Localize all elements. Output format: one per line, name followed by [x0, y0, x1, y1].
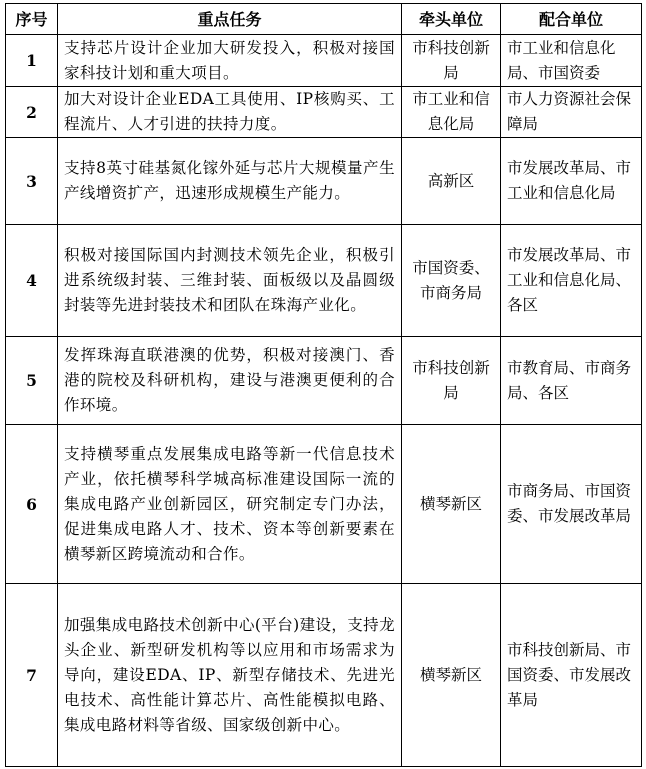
key-tasks-table — [5, 3, 642, 767]
row-task: 加强集成电路技术创新中心(平台)建设，支持龙头企业、新型研发机构等以应用和市场需求为导向，建设EDA、IP、新型存储技术、先进光电技术、高性能计算芯片、高性能模拟电路、集成电路材料等省级、国家级创新中心。 — [58, 584, 402, 767]
row-lead: 高新区 — [402, 138, 501, 225]
row-coop: 市教育局、市商务局、各区 — [501, 337, 642, 425]
table-row — [6, 87, 642, 138]
header-seq: 序号 — [6, 4, 58, 35]
row-coop: 市科技创新局、市国资委、市发展改革局 — [501, 584, 642, 767]
table-row — [6, 35, 642, 87]
header-task: 重点任务 — [58, 4, 402, 35]
table-row — [6, 138, 642, 225]
row-lead: 市科技创新局 — [402, 35, 501, 87]
row-coop: 市工业和信息化局、市国资委 — [501, 35, 642, 87]
header-lead: 牵头单位 — [402, 4, 501, 35]
row-coop: 市发展改革局、市工业和信息化局、各区 — [501, 225, 642, 337]
table-row — [6, 584, 642, 767]
row-seq: 3 — [6, 138, 58, 225]
row-seq: 2 — [6, 87, 58, 138]
row-coop: 市人力资源社会保障局 — [501, 87, 642, 138]
row-lead: 横琴新区 — [402, 584, 501, 767]
row-seq: 4 — [6, 225, 58, 337]
row-task: 积极对接国际国内封测技术领先企业，积极引进系统级封装、三维封装、面板级以及晶圆级封装等先进封装技术和团队在珠海产业化。 — [58, 225, 402, 337]
row-seq: 5 — [6, 337, 58, 425]
row-coop: 市商务局、市国资委、市发展改革局 — [501, 425, 642, 584]
row-seq: 1 — [6, 35, 58, 87]
header-coop: 配合单位 — [501, 4, 642, 35]
row-lead: 市工业和信息化局 — [402, 87, 501, 138]
row-task: 支持8英寸硅基氮化镓外延与芯片大规模量产生产线增资扩产，迅速形成规模生产能力。 — [58, 138, 402, 225]
row-seq: 7 — [6, 584, 58, 767]
row-seq: 6 — [6, 425, 58, 584]
row-task: 发挥珠海直联港澳的优势，积极对接澳门、香港的院校及科研机构，建设与港澳更便利的合作环境。 — [58, 337, 402, 425]
table-row — [6, 337, 642, 425]
row-coop: 市发展改革局、市工业和信息化局 — [501, 138, 642, 225]
row-task: 支持芯片设计企业加大研发投入，积极对接国家科技计划和重大项目。 — [58, 35, 402, 87]
row-task: 加大对设计企业EDA工具使用、IP核购买、工程流片、人才引进的扶持力度。 — [58, 87, 402, 138]
table-row — [6, 425, 642, 584]
table-row — [6, 225, 642, 337]
header-row — [6, 4, 642, 35]
row-task: 支持横琴重点发展集成电路等新一代信息技术产业，依托横琴科学城高标准建设国际一流的集成电路产业创新园区，研究制定专门办法，促进集成电路人才、技术、资本等创新要素在横琴新区跨境流动和合作。 — [58, 425, 402, 584]
row-lead: 横琴新区 — [402, 425, 501, 584]
row-lead: 市科技创新局 — [402, 337, 501, 425]
row-lead: 市国资委、市商务局 — [402, 225, 501, 337]
